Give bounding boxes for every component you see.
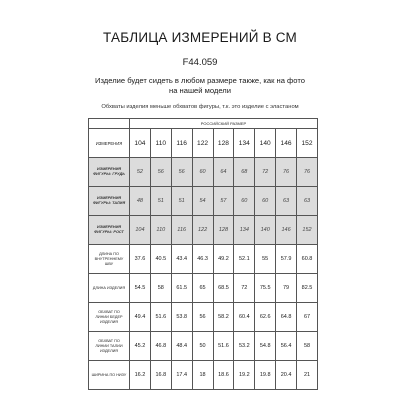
value-cell: 16.2 [130, 361, 151, 390]
value-cell: 68 [234, 158, 255, 187]
value-cell: 57 [213, 187, 234, 216]
value-cell: 49.2 [213, 245, 234, 274]
size-system-caption: РОССИЙСКИЙ РАЗМЕР [130, 119, 318, 129]
value-cell: 60 [255, 187, 276, 216]
size-header-cell: 128 [213, 129, 234, 158]
value-cell: 40.5 [150, 245, 171, 274]
value-cell: 48.4 [171, 332, 192, 361]
value-cell: 50 [192, 332, 213, 361]
value-cell: 60.8 [297, 245, 318, 274]
value-cell: 63 [276, 187, 297, 216]
value-cell: 56 [192, 303, 213, 332]
page-title: ТАБЛИЦА ИЗМЕРЕНИЙ В СМ [103, 30, 297, 45]
value-cell: 76 [297, 158, 318, 187]
size-header-cell: 140 [255, 129, 276, 158]
value-cell: 140 [255, 216, 276, 245]
value-cell: 52 [130, 158, 151, 187]
value-cell: 60 [234, 187, 255, 216]
value-cell: 56.4 [276, 332, 297, 361]
value-cell: 146 [276, 216, 297, 245]
value-cell: 56 [171, 158, 192, 187]
value-cell: 116 [171, 216, 192, 245]
header-label: ИЗМЕРЕНИЯ [89, 129, 130, 158]
value-cell: 65 [192, 274, 213, 303]
measurement-row [89, 158, 318, 187]
fit-note: Изделие будет сидеть в любом размере также, как на фото на нашей модели [95, 76, 305, 95]
caption-spacer [89, 119, 130, 129]
row-label: ДЛИНА ПО ВНУТРЕННЕМУ ШВУ [89, 245, 130, 274]
value-cell: 75.5 [255, 274, 276, 303]
value-cell: 45.2 [130, 332, 151, 361]
row-label: ОБХВАТ ПО ЛИНИИ БЕДЕР ИЗДЕЛИЯ [89, 303, 130, 332]
value-cell: 57.9 [276, 245, 297, 274]
size-table [88, 118, 318, 390]
value-cell: 51 [150, 187, 171, 216]
row-label: ДЛИНА ИЗДЕЛИЯ [89, 274, 130, 303]
value-cell: 18.6 [213, 361, 234, 390]
value-cell: 18 [192, 361, 213, 390]
measurement-row [89, 187, 318, 216]
value-cell: 17.4 [171, 361, 192, 390]
value-cell: 110 [150, 216, 171, 245]
value-cell: 72 [234, 274, 255, 303]
value-cell: 19.8 [255, 361, 276, 390]
value-cell: 58.2 [213, 303, 234, 332]
value-cell: 58 [297, 332, 318, 361]
value-cell: 49.4 [130, 303, 151, 332]
value-cell: 82.5 [297, 274, 318, 303]
value-cell: 46.3 [192, 245, 213, 274]
caption-row [89, 119, 318, 129]
value-cell: 60.4 [234, 303, 255, 332]
size-header-cell: 134 [234, 129, 255, 158]
measurement-row [89, 332, 318, 361]
value-cell: 43.4 [171, 245, 192, 274]
row-label: ИЗМЕРЕНИЯ ФИГУРЫ: ГРУДЬ [89, 158, 130, 187]
size-header-cell: 110 [150, 129, 171, 158]
measurement-row [89, 303, 318, 332]
value-cell: 122 [192, 216, 213, 245]
size-header-cell: 122 [192, 129, 213, 158]
value-cell: 72 [255, 158, 276, 187]
value-cell: 104 [130, 216, 151, 245]
size-header-cell: 104 [130, 129, 151, 158]
value-cell: 60 [192, 158, 213, 187]
row-label: ШИРИНА ПО НИЗУ [89, 361, 130, 390]
value-cell: 64 [213, 158, 234, 187]
value-cell: 61.5 [171, 274, 192, 303]
value-cell: 54.8 [255, 332, 276, 361]
elastic-note: Обхваты изделия меньше обхватов фигуры, т.к. это изделие с эластаном [101, 104, 299, 110]
value-cell: 51.6 [213, 332, 234, 361]
value-cell: 46.8 [150, 332, 171, 361]
value-cell: 68.5 [213, 274, 234, 303]
value-cell: 21 [297, 361, 318, 390]
size-header-cell: 146 [276, 129, 297, 158]
value-cell: 58 [150, 274, 171, 303]
value-cell: 48 [130, 187, 151, 216]
value-cell: 134 [234, 216, 255, 245]
value-cell: 55 [255, 245, 276, 274]
value-cell: 54 [192, 187, 213, 216]
value-cell: 53.8 [171, 303, 192, 332]
measurement-row [89, 274, 318, 303]
size-header-cell: 152 [297, 129, 318, 158]
row-label: ИЗМЕРЕНИЯ ФИГУРЫ: РОСТ [89, 216, 130, 245]
value-cell: 64.8 [276, 303, 297, 332]
value-cell: 51.6 [150, 303, 171, 332]
value-cell: 76 [276, 158, 297, 187]
value-cell: 51 [171, 187, 192, 216]
value-cell: 52.1 [234, 245, 255, 274]
value-cell: 56 [150, 158, 171, 187]
value-cell: 54.5 [130, 274, 151, 303]
value-cell: 16.8 [150, 361, 171, 390]
value-cell: 63 [297, 187, 318, 216]
size-header-cell: 116 [171, 129, 192, 158]
article-code: F44.059 [182, 57, 218, 68]
value-cell: 67 [297, 303, 318, 332]
measurement-row [89, 361, 318, 390]
row-label: ИЗМЕРЕНИЯ ФИГУРЫ: ТАЛИЯ [89, 187, 130, 216]
measurement-row [89, 245, 318, 274]
row-label: ОБХВАТ ПО ЛИНИИ ТАЛИИ ИЗДЕЛИЯ [89, 332, 130, 361]
value-cell: 128 [213, 216, 234, 245]
value-cell: 79 [276, 274, 297, 303]
size-header-row [89, 129, 318, 158]
value-cell: 20.4 [276, 361, 297, 390]
measurement-row [89, 216, 318, 245]
value-cell: 62.6 [255, 303, 276, 332]
value-cell: 37.6 [130, 245, 151, 274]
value-cell: 152 [297, 216, 318, 245]
value-cell: 19.2 [234, 361, 255, 390]
value-cell: 53.2 [234, 332, 255, 361]
